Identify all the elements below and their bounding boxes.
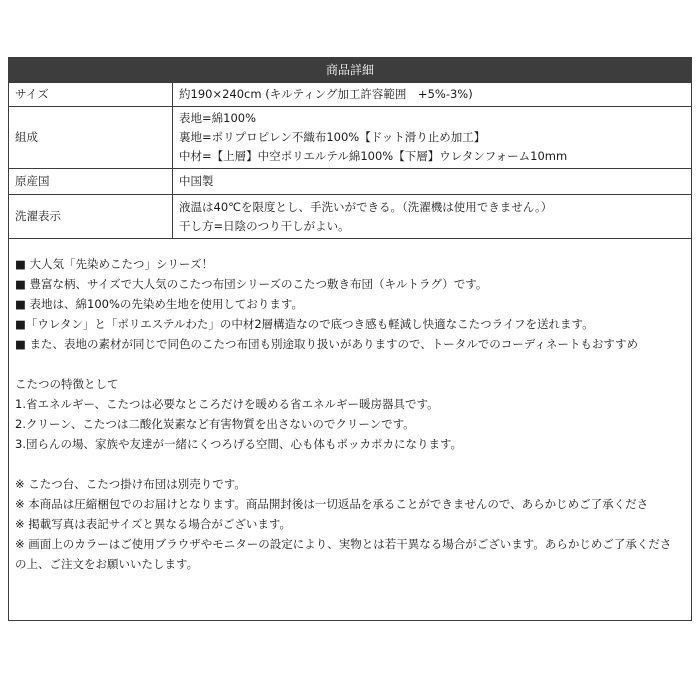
note-line: ※ 掲載写真は表記サイズと異なる場合がございます。	[15, 517, 291, 531]
features-title: こたつの特徴として	[15, 377, 119, 391]
spec-line: 中国製	[179, 174, 214, 188]
spec-line: 約190×240cm (キルティング加工許容範囲 +5%-3%)	[179, 87, 473, 101]
spec-line: 液温は40℃を限度とし、手洗いができる。（洗濯機は使用できません。）	[179, 199, 553, 214]
note-line: の上、ご注文をお願いいたします。	[15, 557, 199, 571]
spec-line: 表地=綿100%	[179, 111, 257, 125]
spec-row-composition	[9, 107, 692, 169]
bullet-line: ■ 大人気「先染めこたつ」シリーズ！	[15, 257, 213, 271]
description-box	[8, 239, 692, 621]
product-details-sheet	[8, 57, 692, 621]
feature-line: 1.省エネルギー、こたつは必要なところだけを暖める省エネルギー暖房器具です。	[15, 397, 439, 411]
spec-row-care	[9, 195, 692, 239]
spec-value-composition	[173, 107, 692, 169]
spec-line: 干し方=日陰のつり干しがよい。	[179, 218, 350, 233]
spec-value-size	[173, 83, 692, 107]
bullet-line: ■ また、表地の素材が同じで同色のこたつ布団も別途取り扱いがありますので、トータルでのコーディネートもおすすめ	[15, 337, 638, 351]
section-header	[8, 57, 692, 82]
note-line: ※ 本商品は圧縮梱包でのお届けとなります。商品開封後は一切返品を承ることができませんので、あらかじめご了承くださ	[15, 497, 649, 511]
section-title: 商品詳細	[325, 63, 374, 77]
spec-value-origin	[173, 169, 692, 195]
spec-line: 中材=【上層】中空ポリエルテル綿100%【下層】ウレタンフォーム10mm	[179, 149, 568, 163]
feature-line: 3.団らんの場、家族や友達が一緒にくつろげる空間、心も体もポッカポカになります。	[15, 437, 463, 451]
spec-label-size: サイズ	[9, 83, 173, 107]
spec-label-origin: 原産国	[9, 169, 173, 195]
note-line: ※ 画面上のカラーはご使用ブラウザやモニターの設定により、実物とは若干異なる場合がございます。あらかじめご了承くださ	[15, 537, 672, 551]
spec-label-care: 洗濯表示	[9, 195, 173, 239]
spec-label-composition: 組成	[9, 107, 173, 169]
feature-line: 2.クリーン、こたつは二酸化炭素など有害物質を出さないのでクリーンです。	[15, 417, 415, 431]
spec-line: 裏地=ポリプロピレン不織布100%【ドット滑り止め加工】	[179, 130, 486, 144]
bullet-line: ■ 豊富な柄、サイズで大人気のこたつ布団シリーズのこたつ敷き布団（キルトラグ）です。	[15, 277, 488, 291]
spec-row-size	[9, 83, 692, 107]
spec-row-origin	[9, 169, 692, 195]
spec-table	[8, 82, 692, 239]
note-line: ※ こたつ台、こたつ掛け布団は別売りです。	[15, 477, 246, 491]
bullet-line: ■ 表地は、綿100%の先染め生地を使用しております。	[15, 297, 303, 311]
bullet-line: ■「ウレタン」と「ポリエステルわた」の中材2層構造なので底つき感も軽減し快適なこたつライフを送れます。	[15, 317, 594, 331]
spec-value-care	[173, 195, 692, 239]
